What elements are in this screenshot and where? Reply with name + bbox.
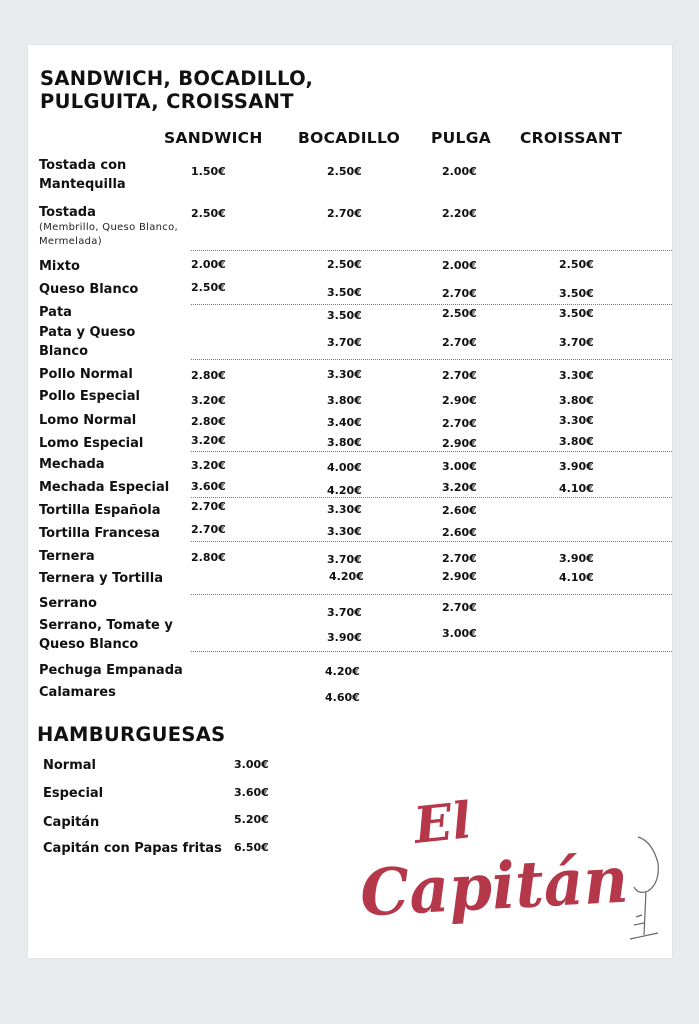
wine-glass-icon — [630, 837, 658, 939]
price-croissant: 3.30€ — [559, 414, 594, 427]
price-bocadillo: 3.80€ — [327, 394, 362, 407]
price-bocadillo: 4.20€ — [327, 484, 362, 497]
price-pulga: 3.00€ — [442, 627, 477, 640]
menu-card — [28, 45, 672, 958]
price-bocadillo: 3.80€ — [327, 436, 362, 449]
menu-item-name: Mechada Especial — [39, 480, 170, 495]
column-header-pulga: PULGA — [431, 129, 492, 147]
burger-item-price: 3.60€ — [234, 786, 269, 799]
menu-item-name: Serrano — [39, 596, 97, 611]
row-separator — [191, 541, 672, 542]
price-pulga: 2.70€ — [442, 369, 477, 382]
column-header-croissant: CROISSANT — [520, 129, 623, 147]
price-bocadillo: 3.90€ — [327, 631, 362, 644]
price-sandwich: 2.80€ — [191, 551, 226, 564]
menu-item-name: Tostada — [39, 205, 96, 220]
price-sandwich: 2.70€ — [191, 523, 226, 536]
menu-item-name: Pata y Queso Blanco — [39, 325, 136, 359]
price-pulga: 2.70€ — [442, 552, 477, 565]
price-bocadillo: 3.70€ — [327, 336, 362, 349]
column-header-bocadillo: BOCADILLO — [298, 129, 401, 147]
price-pulga: 2.70€ — [442, 287, 477, 300]
price-pulga: 2.70€ — [442, 417, 477, 430]
menu-item-name: Tortilla Francesa — [39, 526, 160, 541]
menu-item-name: Calamares — [39, 685, 116, 700]
price-pulga: 3.20€ — [442, 481, 477, 494]
price-bocadillo: 4.20€ — [329, 570, 364, 583]
price-croissant: 4.10€ — [559, 571, 594, 584]
burger-item-name: Especial — [43, 786, 104, 801]
burger-item-price: 3.00€ — [234, 758, 269, 771]
menu-item-name: Mechada — [39, 457, 105, 472]
price-croissant: 3.30€ — [559, 369, 594, 382]
menu-item-name: Lomo Especial — [39, 436, 144, 451]
menu-item-name: Pollo Especial — [39, 389, 140, 404]
price-bocadillo: 4.20€ — [325, 665, 360, 678]
price-pulga: 2.90€ — [442, 437, 477, 450]
price-croissant: 3.50€ — [559, 287, 594, 300]
price-pulga: 2.70€ — [442, 336, 477, 349]
price-sandwich: 1.50€ — [191, 165, 226, 178]
price-sandwich: 2.50€ — [191, 281, 226, 294]
menu-item-name: Lomo Normal — [39, 413, 137, 428]
price-pulga: 2.90€ — [442, 570, 477, 583]
price-sandwich: 3.60€ — [191, 480, 226, 493]
menu-item-name: Tostada con Mantequilla — [39, 158, 127, 192]
row-separator — [191, 497, 672, 498]
price-bocadillo: 3.50€ — [327, 309, 362, 322]
column-header-sandwich: SANDWICH — [164, 129, 263, 147]
price-sandwich: 2.00€ — [191, 258, 226, 271]
price-sandwich: 3.20€ — [191, 434, 226, 447]
price-pulga: 2.50€ — [442, 307, 477, 320]
price-pulga: 2.60€ — [442, 526, 477, 539]
price-croissant: 3.50€ — [559, 307, 594, 320]
hamburguesas-title: HAMBURGUESAS — [37, 723, 226, 746]
price-bocadillo: 3.30€ — [327, 503, 362, 516]
price-bocadillo: 3.40€ — [327, 416, 362, 429]
price-croissant: 3.90€ — [559, 460, 594, 473]
price-sandwich: 2.80€ — [191, 369, 226, 382]
burger-item-name: Capitán con Papas fritas — [43, 841, 222, 856]
price-bocadillo: 2.50€ — [327, 165, 362, 178]
menu-item-name: Ternera y Tortilla — [39, 571, 163, 586]
price-bocadillo: 4.60€ — [325, 691, 360, 704]
el-capitan-logo — [354, 783, 670, 948]
title-line: SANDWICH, BOCADILLO, — [40, 67, 314, 90]
row-separator — [191, 359, 672, 360]
price-croissant: 3.70€ — [559, 336, 594, 349]
menu-item-name: Mixto — [39, 259, 80, 274]
row-separator — [191, 250, 672, 251]
price-bocadillo: 3.70€ — [327, 553, 362, 566]
price-bocadillo: 3.30€ — [327, 525, 362, 538]
price-croissant: 3.80€ — [559, 435, 594, 448]
row-separator — [191, 304, 672, 305]
price-sandwich: 2.50€ — [191, 207, 226, 220]
price-bocadillo: 4.00€ — [327, 461, 362, 474]
row-separator — [191, 594, 672, 595]
title-line: PULGUITA, CROISSANT — [40, 90, 294, 113]
price-sandwich: 3.20€ — [191, 394, 226, 407]
burger-item-price: 6.50€ — [234, 841, 269, 854]
logo-text-el: El — [411, 790, 475, 855]
price-sandwich: 2.80€ — [191, 415, 226, 428]
price-pulga: 2.00€ — [442, 165, 477, 178]
row-separator — [191, 451, 672, 452]
menu-item-name: Ternera — [39, 549, 95, 564]
burger-item-name: Normal — [43, 758, 96, 773]
price-bocadillo: 3.50€ — [327, 286, 362, 299]
menu-item-name: Pollo Normal — [39, 367, 133, 382]
price-bocadillo: 3.30€ — [327, 368, 362, 381]
burger-item-name: Capitán — [43, 815, 100, 830]
price-croissant: 3.90€ — [559, 552, 594, 565]
price-sandwich: 2.70€ — [191, 500, 226, 513]
burger-item-price: 5.20€ — [234, 813, 269, 826]
menu-item-name: Serrano, Tomate y Queso Blanco — [39, 618, 173, 652]
price-pulga: 3.00€ — [442, 460, 477, 473]
price-pulga: 2.70€ — [442, 601, 477, 614]
price-croissant: 3.80€ — [559, 394, 594, 407]
price-bocadillo: 2.50€ — [327, 258, 362, 271]
menu-item-name: Queso Blanco — [39, 282, 139, 297]
price-pulga: 2.20€ — [442, 207, 477, 220]
menu-item-name: Pata — [39, 305, 72, 320]
logo-text-capitan: Capitán — [358, 841, 641, 932]
menu-item-name: Pechuga Empanada — [39, 663, 183, 678]
price-croissant: 2.50€ — [559, 258, 594, 271]
price-croissant: 4.10€ — [559, 482, 594, 495]
price-pulga: 2.60€ — [442, 504, 477, 517]
row-separator — [191, 651, 672, 652]
menu-title — [40, 67, 313, 113]
menu-item-name: Tortilla Española — [39, 503, 161, 518]
price-bocadillo: 2.70€ — [327, 207, 362, 220]
price-sandwich: 3.20€ — [191, 459, 226, 472]
menu-item-note: (Membrillo, Queso Blanco, Mermelada) — [39, 222, 178, 247]
price-bocadillo: 3.70€ — [327, 606, 362, 619]
price-pulga: 2.90€ — [442, 394, 477, 407]
price-pulga: 2.00€ — [442, 259, 477, 272]
